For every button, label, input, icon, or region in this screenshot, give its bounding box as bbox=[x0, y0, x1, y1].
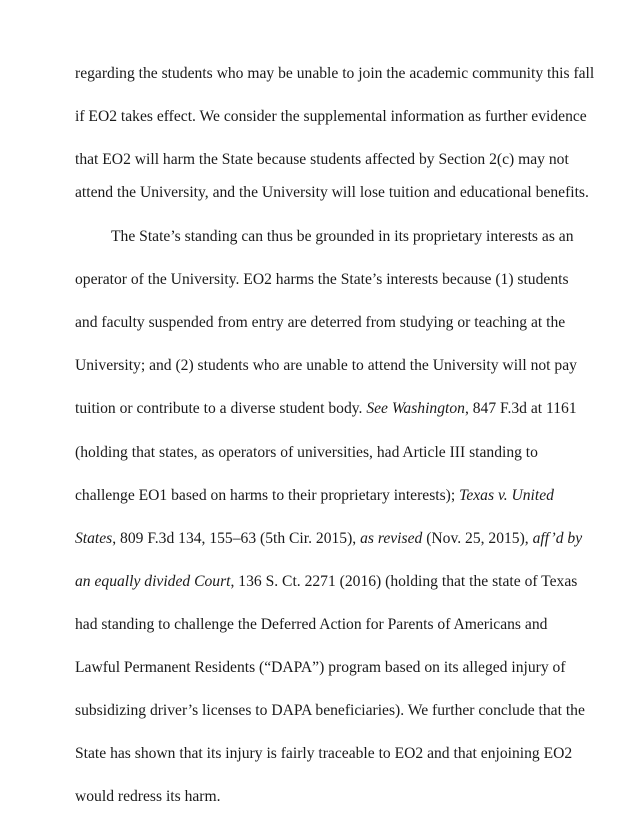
text-line-13 bbox=[75, 572, 577, 592]
text-run: (Nov. 25, 2015), bbox=[422, 530, 533, 547]
text-run: challenge EO1 based on harms to their proprietary interests); bbox=[75, 487, 460, 504]
citation-italic: States bbox=[75, 530, 113, 547]
citation-italic: as revised bbox=[360, 530, 423, 547]
text-line-3: that EO2 will harm the State because students affected by Section 2(c) may not bbox=[75, 151, 569, 168]
text-run: , 847 F.3d at 1161 bbox=[464, 400, 577, 417]
text-line-5: The State’s standing can thus be grounded in its proprietary interests as an bbox=[111, 228, 574, 245]
text-line-17: State has shown that its injury is fairly traceable to EO2 and that enjoining EO2 bbox=[75, 745, 573, 762]
text-line-2: if EO2 takes effect. We consider the supplemental information as further evidence bbox=[75, 108, 587, 125]
citation-italic: aff’d by bbox=[532, 530, 583, 547]
text-line-10: (holding that states, as operators of universities, had Article III standing to bbox=[75, 444, 538, 461]
text-line-9 bbox=[75, 399, 577, 419]
citation-italic: See Washington bbox=[366, 400, 465, 417]
text-line-14: had standing to challenge the Deferred Action for Parents of Americans and bbox=[75, 616, 548, 633]
text-line-18: would redress its harm. bbox=[75, 788, 221, 805]
text-run: , 809 F.3d 134, 155–63 (5th Cir. 2015), bbox=[112, 530, 361, 547]
citation-italic: Texas v. United bbox=[459, 487, 554, 504]
text-line-15: Lawful Permanent Residents (“DAPA”) program based on its alleged injury of bbox=[75, 659, 566, 676]
text-line-7: and faculty suspended from entry are deterred from studying or teaching at the bbox=[75, 314, 566, 331]
text-line-8: University; and (2) students who are unable to attend the University will not pay bbox=[75, 357, 577, 374]
text-line-4: attend the University, and the University will lose tuition and educational benefits. bbox=[75, 184, 589, 201]
text-line-16: subsidizing driver’s licenses to DAPA beneficiaries). We further conclude that the bbox=[75, 702, 585, 719]
text-line-6: operator of the University. EO2 harms the State’s interests because (1) students bbox=[75, 271, 569, 288]
text-run: , 136 S. Ct. 2271 (2016) (holding that the state of Texas bbox=[230, 573, 578, 590]
text-line-11 bbox=[75, 486, 554, 506]
text-run: tuition or contribute to a diverse student body. bbox=[75, 400, 367, 417]
citation-italic: an equally divided Court bbox=[75, 573, 231, 590]
text-line-1: regarding the students who may be unable to join the academic community this fall bbox=[75, 65, 595, 82]
text-line-12 bbox=[75, 529, 582, 549]
